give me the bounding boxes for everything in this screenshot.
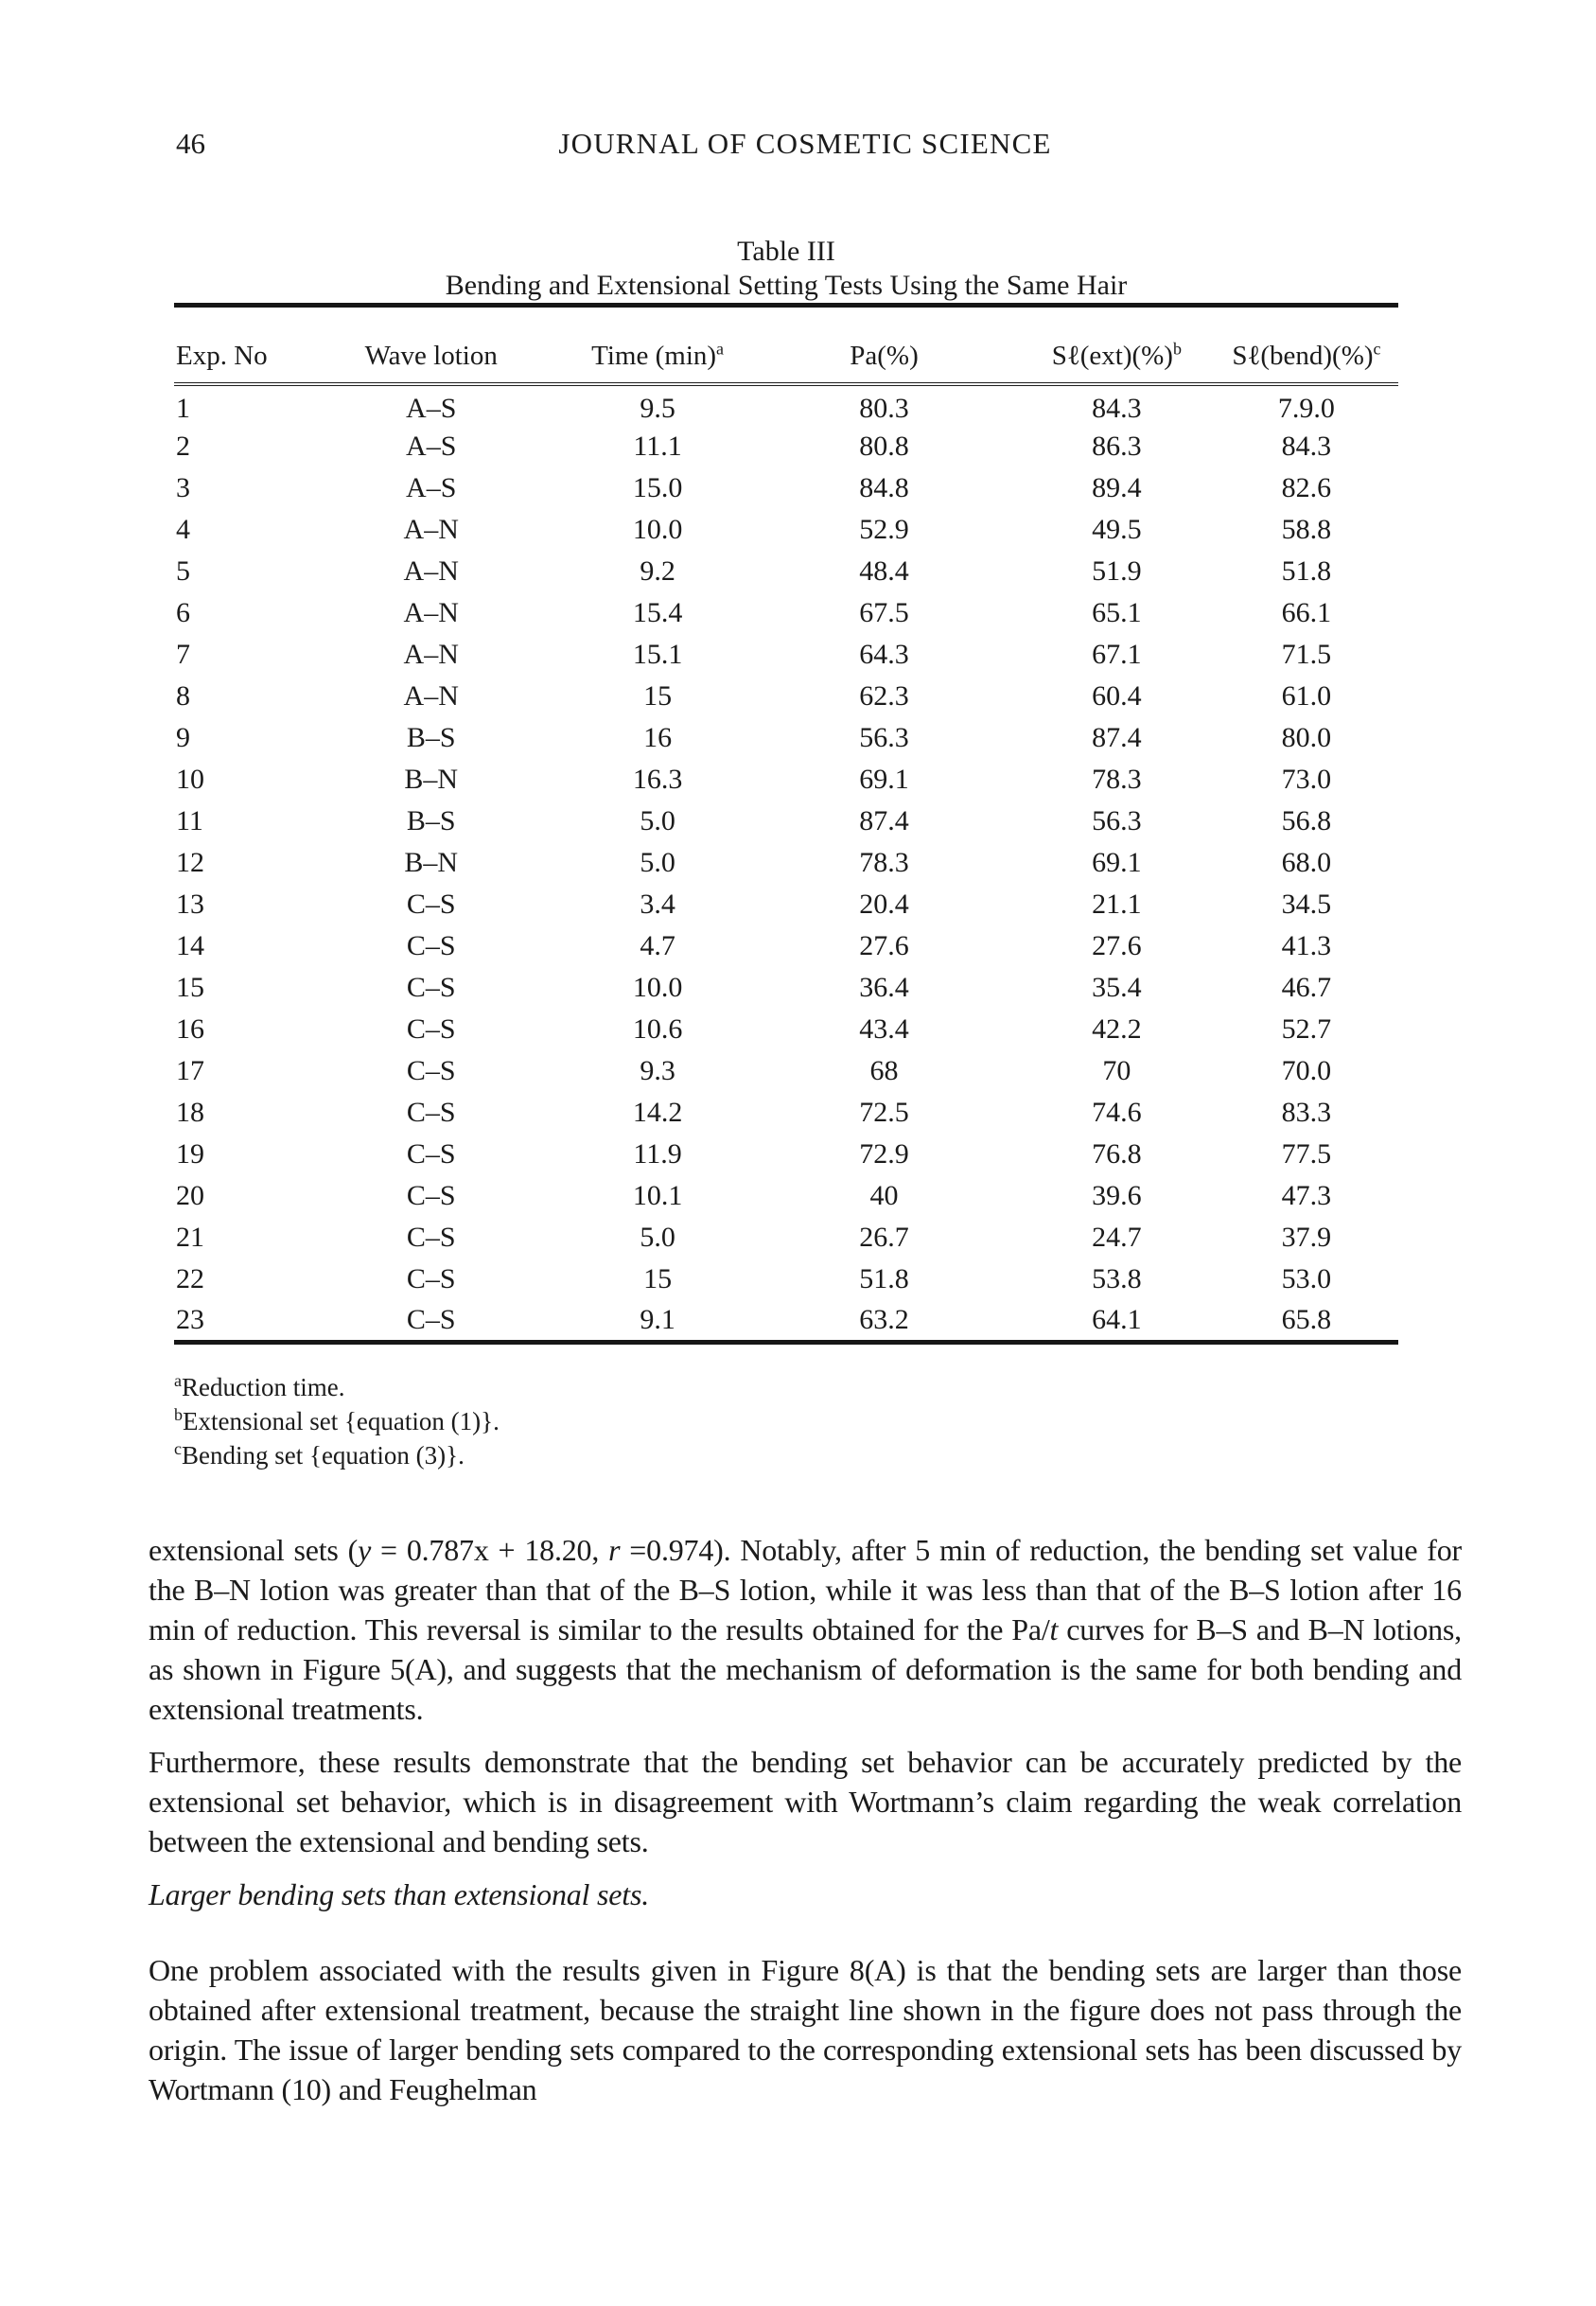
table-cell: 9.2 <box>640 555 675 587</box>
table-row <box>174 551 1398 592</box>
table-cell: 5.0 <box>640 805 675 836</box>
table-cell: 20 <box>176 1180 204 1211</box>
table-row <box>174 1134 1398 1175</box>
table-cell: 60.4 <box>1092 680 1142 712</box>
table-cell: 40 <box>869 1180 899 1211</box>
table-cell: 43.4 <box>859 1013 909 1045</box>
table-cell: 63.2 <box>749 1300 1019 1342</box>
table-cell: 56.8 <box>1281 805 1332 836</box>
journal-title: JOURNAL OF COSMETIC SCIENCE <box>558 127 1052 160</box>
table-cell: 84.3 <box>1092 393 1142 424</box>
paragraph-text: =0.974). Notably, after 5 min of reduction, the bending set value for the B–N lotion was greater than that of the B–S lotion, while it was less than that of the B–S lotion after 16 min of reduction. This reversal is similar to the results obtained for the Pa/ <box>149 1533 1462 1646</box>
paragraph-text-italic: t <box>1049 1612 1059 1646</box>
table-cell: 80.0 <box>1281 722 1332 753</box>
body-text <box>149 1530 1462 2122</box>
table-cell: 65.1 <box>1092 597 1142 628</box>
table-row <box>174 967 1398 1009</box>
table-cell: 77.5 <box>1281 1138 1332 1170</box>
table-cell: C–S <box>406 1222 456 1253</box>
table-cell: A–S <box>406 431 457 462</box>
table-cell: 62.3 <box>859 680 909 712</box>
footnote <box>174 1370 1398 1404</box>
table-cell: 7 <box>176 639 190 670</box>
data-table <box>174 303 1398 1345</box>
table-cell: 3.4 <box>640 889 675 920</box>
table-cell: 86.3 <box>1092 431 1142 462</box>
table-cell: 72.9 <box>859 1138 909 1170</box>
table-cell: 10.0 <box>632 514 683 545</box>
footnote-text: Reduction time. <box>182 1373 345 1401</box>
table-cell: 37.9 <box>1281 1222 1332 1253</box>
table-cell: 51.9 <box>1092 555 1142 587</box>
table-cell: 71.5 <box>1281 639 1332 670</box>
table-cell: C–S <box>406 889 456 920</box>
table-cell: 78.3 <box>1092 764 1142 795</box>
table-cell: 7.9.0 <box>1277 393 1335 424</box>
table-cell: 19 <box>176 1138 204 1170</box>
table-cell: 20.4 <box>859 889 909 920</box>
table-body <box>174 384 1398 1342</box>
header-footnote-marker: a <box>716 339 725 359</box>
table-cell: 36.4 <box>859 972 909 1003</box>
paragraph-text: extensional sets ( <box>149 1533 359 1567</box>
table-row <box>174 759 1398 801</box>
column-header-label: Wave lotion <box>364 341 498 371</box>
table-cell: 24.7 <box>1092 1222 1142 1253</box>
footnote-text: Bending set {equation (3)}. <box>182 1441 465 1470</box>
table-cell: 8 <box>176 680 190 712</box>
table-row <box>174 634 1398 676</box>
footnote-text: Extensional set {equation (1)}. <box>183 1407 500 1435</box>
table-cell: C–S <box>406 972 456 1003</box>
column-header-exp-no <box>174 306 296 385</box>
table-cell: 15.1 <box>632 639 683 670</box>
table-cell: 16.3 <box>632 764 683 795</box>
table-cell: 26.7 <box>859 1222 909 1253</box>
table-cell: 67.1 <box>1092 639 1142 670</box>
table-cell: 6 <box>176 597 190 628</box>
table-cell: 27.6 <box>859 930 909 961</box>
table-cell: 48.4 <box>859 555 909 587</box>
table-cell: 61.0 <box>1281 680 1332 712</box>
table-row <box>174 1217 1398 1259</box>
table-row <box>174 1009 1398 1050</box>
table-row <box>174 592 1398 634</box>
table-cell: 70 <box>1102 1055 1131 1086</box>
paragraph-text: curves for B–S and B–N lotions, as shown in Figure 5(A), and suggests that the mechanism of deformation is the same for both bending and extensional treatments. <box>149 1612 1462 1726</box>
column-header-label: Sℓ(ext)(%) <box>1051 341 1173 371</box>
table-cell: B–N <box>404 847 459 878</box>
table-cell: 67.5 <box>859 597 909 628</box>
table-cell: 9.1 <box>566 1300 749 1342</box>
column-header-label: Pa(%) <box>850 341 919 371</box>
table-cell: A–N <box>403 555 459 587</box>
table-cell: 22 <box>176 1263 204 1294</box>
table-cell: 11 <box>176 805 203 836</box>
table-row <box>174 676 1398 717</box>
table-cell: 9.3 <box>640 1055 675 1086</box>
column-header-sl-bend <box>1215 306 1398 385</box>
table-cell: 73.0 <box>1281 764 1332 795</box>
table-cell: 53.0 <box>1281 1263 1332 1294</box>
table-cell: 69.1 <box>1092 847 1142 878</box>
table-cell: 41.3 <box>1281 930 1332 961</box>
table-cell: C–S <box>406 1097 456 1128</box>
table-cell: 21 <box>176 1222 204 1253</box>
column-header-pa <box>749 306 1019 385</box>
table-row <box>174 384 1398 426</box>
table-cell: 35.4 <box>1092 972 1142 1003</box>
table-cell: 80.3 <box>859 393 909 424</box>
table-cell: 18 <box>176 1097 204 1128</box>
table-cell: B–S <box>406 805 456 836</box>
table-cell: 49.5 <box>1092 514 1142 545</box>
table-row <box>174 801 1398 842</box>
table-cell: 68.0 <box>1281 847 1332 878</box>
table-block <box>174 235 1398 1345</box>
running-head <box>149 123 1462 165</box>
table-cell: B–N <box>404 764 459 795</box>
table-row <box>174 1300 1398 1342</box>
paragraph-text-italic: r <box>608 1533 621 1567</box>
table-cell: 69.1 <box>859 764 909 795</box>
table-row <box>174 717 1398 759</box>
table-cell: 21.1 <box>1092 889 1142 920</box>
table-cell: 34.5 <box>1281 889 1332 920</box>
table-cell: 76.8 <box>1092 1138 1142 1170</box>
table-cell: A–N <box>403 597 459 628</box>
table-row <box>174 925 1398 967</box>
table-cell: 15 <box>643 1263 673 1294</box>
table-cell: 70.0 <box>1281 1055 1332 1086</box>
footnote <box>174 1404 1398 1438</box>
table-cell: A–N <box>403 514 459 545</box>
table-cell: 58.8 <box>1281 514 1332 545</box>
table-cell: 14 <box>176 930 204 961</box>
table-cell: 47.3 <box>1281 1180 1332 1211</box>
table-cell: 9.5 <box>640 393 675 424</box>
table-cell: 5.0 <box>640 1222 675 1253</box>
table-cell: 13 <box>176 889 204 920</box>
table-cell: C–S <box>406 1263 456 1294</box>
table-cell: 66.1 <box>1281 597 1332 628</box>
table-cell: 16 <box>643 722 673 753</box>
table-cell: C–S <box>406 1138 456 1170</box>
table-cell: 64.1 <box>1019 1300 1215 1342</box>
table-row <box>174 842 1398 884</box>
table-cell: 4 <box>176 514 190 545</box>
table-cell: 9 <box>176 722 190 753</box>
column-header-label: Exp. No <box>176 341 268 371</box>
table-cell: 68 <box>869 1055 899 1086</box>
table-cell: 23 <box>174 1300 296 1342</box>
table-cell: A–N <box>403 680 459 712</box>
table-cell: 80.8 <box>859 431 909 462</box>
table-cell: 5 <box>176 555 190 587</box>
header-footnote-marker: c <box>1373 339 1381 359</box>
table-cell: 87.4 <box>1092 722 1142 753</box>
footnote-marker: b <box>174 1405 183 1424</box>
table-row <box>174 1175 1398 1217</box>
table-row <box>174 1092 1398 1134</box>
table-cell: 46.7 <box>1281 972 1332 1003</box>
footnote-marker: a <box>174 1371 182 1390</box>
table-cell: A–N <box>403 639 459 670</box>
table-cell: 51.8 <box>1281 555 1332 587</box>
table-cell: 10.0 <box>632 972 683 1003</box>
table-cell: C–S <box>406 1013 456 1045</box>
table-footnotes <box>174 1370 1398 1472</box>
paragraph-text: = 0.787x + 18.20, <box>371 1533 609 1567</box>
table-cell: 3 <box>176 472 190 503</box>
column-header-wave-lotion <box>296 306 566 385</box>
table-cell: 11.1 <box>633 431 682 462</box>
table-cell: 4.7 <box>640 930 675 961</box>
table-cell: 52.7 <box>1281 1013 1332 1045</box>
paragraph-text-italic: y <box>358 1533 372 1567</box>
footnote-marker: c <box>174 1439 182 1458</box>
table-row <box>174 1259 1398 1300</box>
body-paragraph: Furthermore, these results demonstrate that the bending set behavior can be accurately predicted by the extensional set behavior, which is in disagreement with Wortmann’s claim regarding the weak correlation between the extensional and bending sets. <box>149 1745 1462 1858</box>
table-cell: 10 <box>176 764 204 795</box>
table-cell: 12 <box>176 847 204 878</box>
table-cell: 10.1 <box>632 1180 683 1211</box>
table-cell: 2 <box>176 431 190 462</box>
column-header-sl-ext <box>1019 306 1215 385</box>
table-cell: C–S <box>406 1180 456 1211</box>
header-footnote-marker: b <box>1172 339 1182 359</box>
table-cell: 27.6 <box>1092 930 1142 961</box>
table-cell: 56.3 <box>1092 805 1142 836</box>
table-cell: 15 <box>176 972 204 1003</box>
table-cell: 84.3 <box>1281 431 1332 462</box>
table-cell: 87.4 <box>859 805 909 836</box>
table-cell: 15.4 <box>632 597 683 628</box>
table-cell: 64.3 <box>859 639 909 670</box>
table-row <box>174 467 1398 509</box>
table-row <box>174 1050 1398 1092</box>
table-cell: 72.5 <box>859 1097 909 1128</box>
column-header-label: Time (min) <box>591 341 717 371</box>
table-cell: 10.6 <box>632 1013 683 1045</box>
table-cell: C–S <box>406 930 456 961</box>
table-cell: A–S <box>406 472 457 503</box>
table-cell: 84.8 <box>859 472 909 503</box>
table-cell: 51.8 <box>859 1263 909 1294</box>
column-header-time <box>566 306 749 385</box>
table-row <box>174 884 1398 925</box>
table-cell: C–S <box>406 1055 456 1086</box>
table-title: Table III <box>737 236 835 267</box>
table-cell: A–S <box>406 393 457 424</box>
section-heading: Larger bending sets than extensional sets. <box>149 1877 650 1911</box>
page-number: 46 <box>176 127 205 160</box>
table-cell: 56.3 <box>859 722 909 753</box>
table-cell: 89.4 <box>1092 472 1142 503</box>
table-cell: 15.0 <box>632 472 683 503</box>
table-subtitle: Bending and Extensional Setting Tests Using the Same Hair <box>445 270 1128 301</box>
column-header-label: Sℓ(bend)(%) <box>1232 341 1374 371</box>
table-cell: 16 <box>176 1013 204 1045</box>
table-cell: 83.3 <box>1281 1097 1332 1128</box>
table-row <box>174 509 1398 551</box>
table-cell: 14.2 <box>632 1097 683 1128</box>
table-cell: 78.3 <box>859 847 909 878</box>
table-cell: C–S <box>296 1300 566 1342</box>
table-cell: 1 <box>176 393 190 424</box>
table-cell: B–S <box>406 722 456 753</box>
body-paragraph: One problem associated with the results given in Figure 8(A) is that the bending sets are larger than those obtained after extensional treatment, because the straight line shown in the figure does not pass through the origin. The issue of larger bending sets compared to the corresponding extensional sets has been discussed by Wortmann (10) and Feughelman <box>149 1953 1462 2106</box>
body-paragraph <box>149 1530 1462 1729</box>
table-cell: 52.9 <box>859 514 909 545</box>
table-cell: 53.8 <box>1092 1263 1142 1294</box>
table-cell: 39.6 <box>1092 1180 1142 1211</box>
table-cell: 5.0 <box>640 847 675 878</box>
footnote <box>174 1438 1398 1472</box>
table-cell: 82.6 <box>1281 472 1332 503</box>
table-cell: 17 <box>176 1055 204 1086</box>
table-row <box>174 426 1398 467</box>
table-cell: 65.8 <box>1215 1300 1398 1342</box>
table-cell: 42.2 <box>1092 1013 1142 1045</box>
table-cell: 74.6 <box>1092 1097 1142 1128</box>
table-cell: 15 <box>643 680 673 712</box>
table-cell: 11.9 <box>633 1138 682 1170</box>
table-header-row <box>174 306 1398 385</box>
